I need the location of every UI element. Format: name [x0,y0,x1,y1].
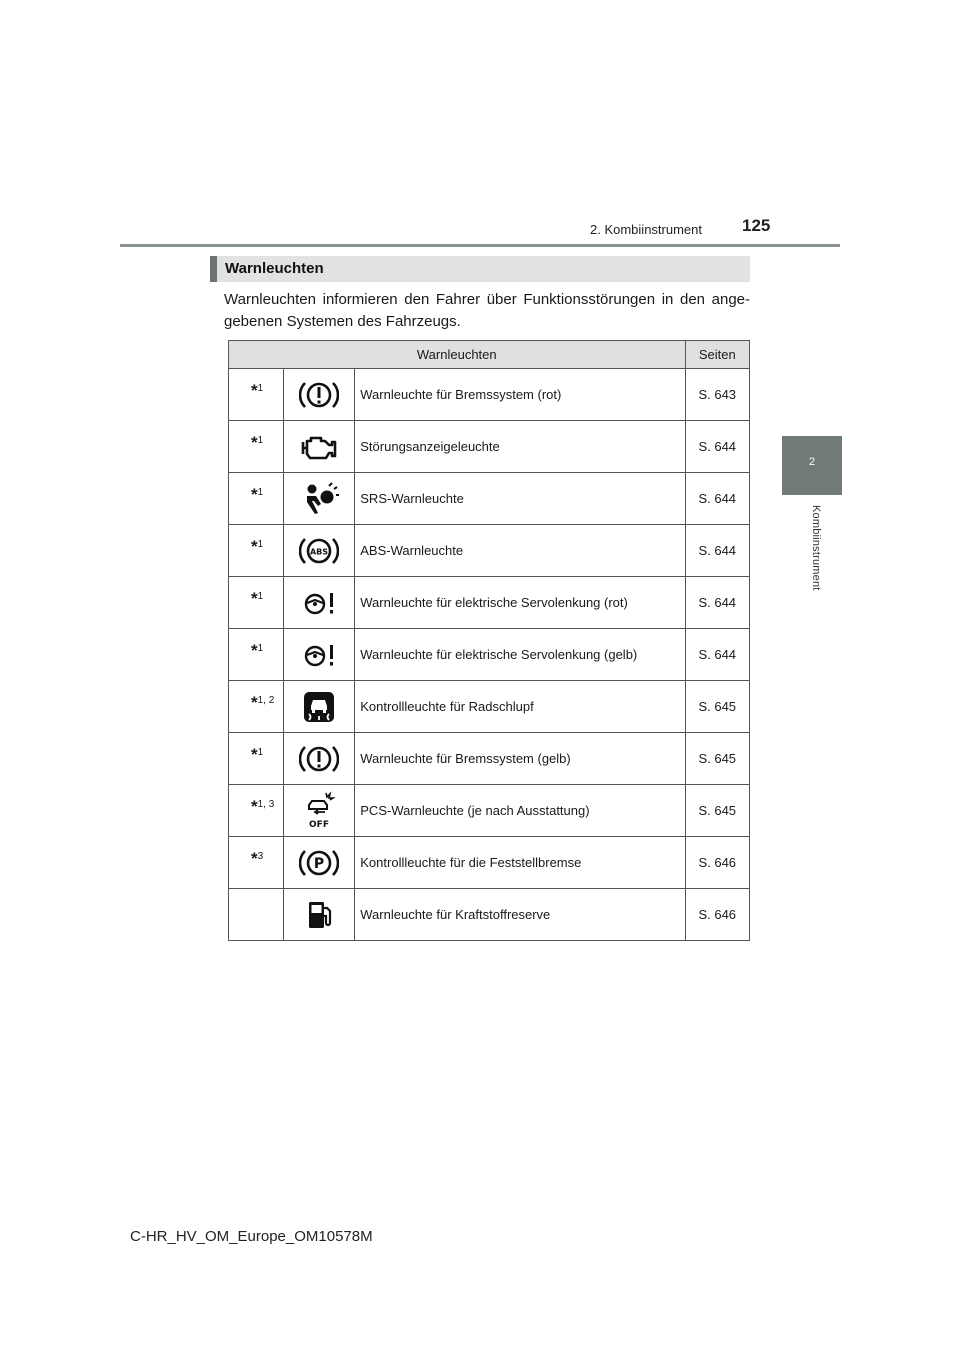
footnote-marker: *$^1$ [251,433,264,452]
warning-description: ABS-Warnleuchte [355,525,685,577]
warning-description: SRS-Warnleuchte [355,473,685,525]
header-divider [120,244,840,247]
footnote-marker: *$^{1, 2}$ [251,693,275,712]
page-reference[interactable]: S. 645 [685,733,749,785]
table-row [229,733,750,785]
footnote-marker: *$^1$ [251,589,264,608]
page-reference[interactable]: S. 644 [685,629,749,681]
table-row [229,577,750,629]
footnote-marker: *$^1$ [251,745,264,764]
footnote-cell [229,733,284,785]
header-seiten: Seiten [685,341,749,369]
table-row [229,837,750,889]
table-row [229,629,750,681]
warning-description: Warnleuchte für Bremssystem (gelb) [355,733,685,785]
page-number: 125 [742,216,771,235]
section-accent [210,256,217,282]
srs-airbag-icon [283,473,354,525]
warning-description: Warnleuchte für elektrische Servolenkung (gelb) [355,629,685,681]
svg-text:P: P [313,855,325,872]
table-row [229,473,750,525]
page-reference[interactable]: S. 643 [685,369,749,421]
footnote-number: 1 [257,539,264,550]
footnote-marker: *$^3$ [251,849,264,868]
warning-description: Warnleuchte für elektrische Servolenkung (rot) [355,577,685,629]
footnote-marker: *$^1$ [251,641,264,660]
page-reference[interactable]: S. 644 [685,421,749,473]
chapter-tab-label: Kombiinstrument [810,505,822,591]
brake-warning-icon [283,369,354,421]
footnote-cell [229,785,284,837]
footnote-cell [229,369,284,421]
slip-indicator-icon [283,681,354,733]
footnote-marker: *$^{1, 3}$ [251,797,275,816]
warning-description: Warnleuchte für Kraftstoffreserve [355,889,685,941]
footnote-number: 1 [257,643,264,654]
document-code: C-HR_HV_OM_Europe_OM10578M [130,1228,373,1245]
footnote-number: 1 [257,487,264,498]
table-row [229,421,750,473]
table-row [229,525,750,577]
chapter-tab[interactable] [782,436,842,495]
chapter-title: 2. Kombiinstrument [590,222,702,237]
page-reference[interactable]: S. 645 [685,681,749,733]
warning-description: Störungsanzeigeleuchte [355,421,685,473]
svg-text:OFF: OFF [309,819,330,830]
warning-description: Warnleuchte für Bremssystem (rot) [355,369,685,421]
page-reference[interactable]: S. 646 [685,889,749,941]
footnote-number: 1, 3 [257,799,275,810]
footnote-cell [229,473,284,525]
footnote-cell [229,681,284,733]
footnote-cell [229,525,284,577]
footnote-cell [229,889,284,941]
page-reference[interactable]: S. 645 [685,785,749,837]
warning-description: Kontrollleuchte für Radschlupf [355,681,685,733]
fuel-reserve-icon [283,889,354,941]
page-reference[interactable]: S. 644 [685,577,749,629]
footnote-marker: *$^1$ [251,381,264,400]
footnote-number: 1 [257,383,264,394]
warning-description: Kontrollleuchte für die Feststellbremse [355,837,685,889]
footnote-number: 1, 2 [257,695,275,706]
power-steering-warning-icon [283,577,354,629]
footnote-number: 1 [257,591,264,602]
warning-lights-table [228,340,750,941]
abs-icon [283,525,354,577]
check-engine-icon [283,421,354,473]
footnote-marker: *$^1$ [251,537,264,556]
footnote-cell [229,837,284,889]
power-steering-warning-icon [283,629,354,681]
section-heading-bar [210,256,750,282]
section-title: Warnleuchten [225,260,324,277]
page-reference[interactable]: S. 644 [685,525,749,577]
warning-description: PCS-Warnleuchte (je nach Ausstattung) [355,785,685,837]
footnote-marker: *$^1$ [251,485,264,504]
pcs-off-icon [283,785,354,837]
intro-paragraph: Warnleuchten informieren den Fahrer über Funktionsstörungen in den ange-gebenen Systemen des Fahrzeugs. [224,291,750,330]
footnote-number: 3 [257,851,264,862]
footnote-number: 1 [257,747,264,758]
table-row [229,681,750,733]
page-reference[interactable]: S. 646 [685,837,749,889]
parking-brake-icon [283,837,354,889]
table-row [229,785,750,837]
table-header-row [229,341,750,369]
svg-text:ABS: ABS [310,547,329,556]
table-row [229,889,750,941]
footnote-number: 1 [257,435,264,446]
footnote-cell [229,421,284,473]
header-warnleuchten: Warnleuchten [229,341,686,369]
table-row [229,369,750,421]
footnote-cell [229,629,284,681]
chapter-tab-number: 2 [808,456,816,468]
brake-warning-icon [283,733,354,785]
page-reference[interactable]: S. 644 [685,473,749,525]
footnote-cell [229,577,284,629]
